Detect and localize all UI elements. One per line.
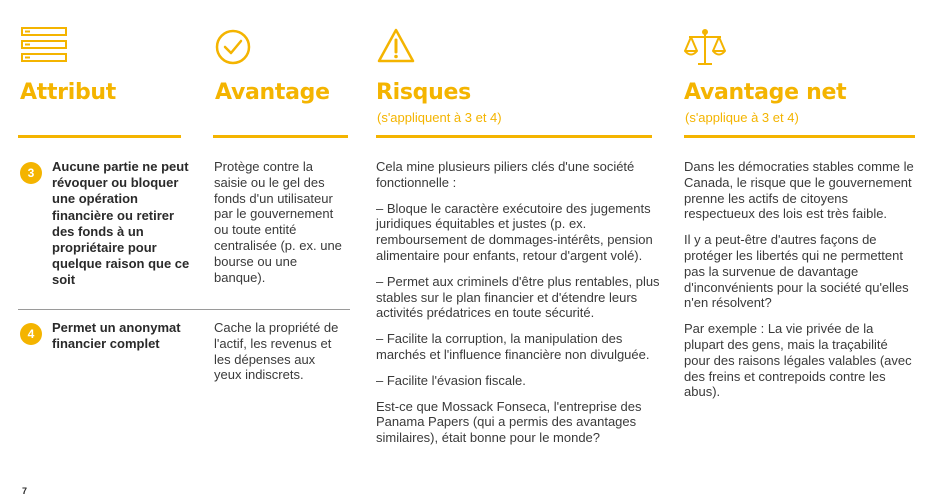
warning-triangle-icon xyxy=(376,27,416,65)
balance-scale-icon xyxy=(683,26,727,70)
row-attribute: Aucune partie ne peut révoquer ou bloquer une opération financière ou retirer des fonds à un propriétaire pour quelque raison que ce soit xyxy=(52,159,190,288)
avantage-net-text xyxy=(684,159,916,410)
avantage-net-paragraph: Dans les démocraties stables comme le Canada, le risque que le gouvernement prenne les actifs de citoyens respectueux des lois est très faible. xyxy=(684,159,914,222)
row-advantage: Protège contre la saisie ou le gel des fonds d'un utilisateur par le gouvernement ou toute entité centralisée (p. ex. une bourse ou une banque). xyxy=(214,159,342,285)
header-risques-subtitle: (s'appliquent à 3 et 4) xyxy=(377,110,502,125)
risques-text xyxy=(376,159,666,456)
risques-paragraph: – Permet aux criminels d'être plus rentables, plus stables sur le plan financier et d'étendre leurs activités prédatrices en toute sécurité. xyxy=(376,273,660,321)
header-rule-attribut xyxy=(18,135,181,138)
header-avantage-net-subtitle: (s'applique à 3 et 4) xyxy=(685,110,799,125)
header-avantage-net: Avantage net xyxy=(684,80,847,105)
header-rule-avantage xyxy=(213,135,348,138)
row-separator xyxy=(18,309,350,310)
header-rule-risques xyxy=(376,135,652,138)
risques-paragraph: Cela mine plusieurs piliers clés d'une société fonctionnelle : xyxy=(376,159,635,190)
avantage-net-paragraph: Il y a peut-être d'autres façons de protéger les libertés qui ne permettent pas la survenue de davantage d'inconvénients pour la société qu'elles n'en résolvent? xyxy=(684,232,909,311)
header-avantage: Avantage xyxy=(215,80,330,105)
row-attribute: Permet un anonymat financier complet xyxy=(52,320,181,352)
row-number-badge: 4 xyxy=(20,323,42,345)
risques-paragraph: – Facilite la corruption, la manipulation des marchés et l'influence financière non divulguée. xyxy=(376,331,650,362)
risques-paragraph: – Bloque le caractère exécutoire des jugements juridiques équitables et justes (p. ex. remboursement de dommages-intérêts, pension alimentaire pour enfants, retour d'argent volé). xyxy=(376,200,653,263)
risques-paragraph: Est-ce que Mossack Fonseca, l'entreprise des Panama Papers (qui a permis des avantages similaires), était bonne pour le monde? xyxy=(376,398,642,446)
row-advantage: Cache la propriété de l'actif, les revenus et les dépenses aux yeux indiscrets. xyxy=(214,320,339,383)
header-risques: Risques xyxy=(376,80,471,105)
checkmark-circle-icon xyxy=(214,28,252,66)
stacked-lines-icon xyxy=(20,26,68,64)
page-number: 7 xyxy=(22,486,28,496)
row-number-badge: 3 xyxy=(20,162,42,184)
header-attribut: Attribut xyxy=(20,80,116,105)
avantage-net-paragraph: Par exemple : La vie privée de la plupart des gens, mais la traçabilité pour des raisons légales valables (avec des freins et contrepoids contre les abus). xyxy=(684,321,912,400)
risques-paragraph: – Facilite l'évasion fiscale. xyxy=(376,372,526,388)
header-rule-avantage-net xyxy=(684,135,915,138)
